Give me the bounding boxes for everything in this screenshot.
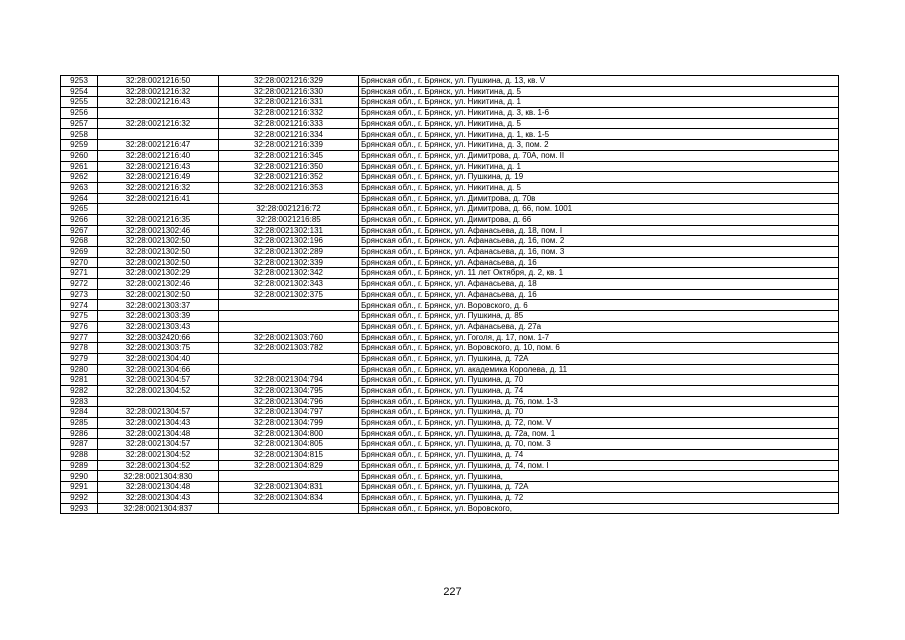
address-cell: Брянская обл., г. Брянск, ул. Никитина, д. 5	[359, 86, 839, 97]
table-row	[61, 492, 839, 503]
row-number-cell: 9281	[61, 375, 98, 386]
parcel-number-cell: 32:28:0032420:66	[98, 332, 219, 343]
table-row	[61, 247, 839, 258]
address-cell: Брянская обл., г. Брянск, ул. Никитина, д. 1	[359, 161, 839, 172]
object-number-cell: 32:28:0021216:85	[219, 214, 359, 225]
parcel-number-cell	[98, 108, 219, 119]
address-cell: Брянская обл., г. Брянск, ул. Пушкина, д. 70	[359, 375, 839, 386]
address-cell: Брянская обл., г. Брянск, ул. Никитина, д. 5	[359, 182, 839, 193]
row-number-cell: 9279	[61, 353, 98, 364]
object-number-cell: 32:28:0021304:815	[219, 450, 359, 461]
object-number-cell: 32:28:0021216:350	[219, 161, 359, 172]
table-row	[61, 300, 839, 311]
table-row	[61, 225, 839, 236]
parcel-number-cell: 32:28:0021302:50	[98, 289, 219, 300]
object-number-cell: 32:28:0021216:331	[219, 97, 359, 108]
row-number-cell: 9266	[61, 214, 98, 225]
row-number-cell: 9285	[61, 418, 98, 429]
address-cell: Брянская обл., г. Брянск, ул. Пушкина, д. 72А	[359, 482, 839, 493]
table-row	[61, 450, 839, 461]
address-cell: Брянская обл., г. Брянск, ул. Димитрова, д. 70А, пом. II	[359, 150, 839, 161]
address-cell: Брянская обл., г. Брянск, ул. Пушкина, д. 74	[359, 450, 839, 461]
address-cell: Брянская обл., г. Брянск, ул. Пушкина, д. 13, кв. V	[359, 76, 839, 87]
address-cell: Брянская обл., г. Брянск, ул. Никитина, д. 5	[359, 118, 839, 129]
row-number-cell: 9287	[61, 439, 98, 450]
table-row	[61, 375, 839, 386]
table-row	[61, 289, 839, 300]
address-cell: Брянская обл., г. Брянск, ул. Димитрова, д. 70в	[359, 193, 839, 204]
parcel-number-cell	[98, 204, 219, 215]
parcel-number-cell: 32:28:0021302:50	[98, 236, 219, 247]
address-cell: Брянская обл., г. Брянск, ул. Пушкина, д. 72, пом. V	[359, 418, 839, 429]
row-number-cell: 9265	[61, 204, 98, 215]
table-row	[61, 172, 839, 183]
row-number-cell: 9268	[61, 236, 98, 247]
table-row	[61, 321, 839, 332]
row-number-cell: 9275	[61, 311, 98, 322]
object-number-cell: 32:28:0021304:805	[219, 439, 359, 450]
table-row	[61, 418, 839, 429]
parcel-number-cell: 32:28:0021216:32	[98, 182, 219, 193]
row-number-cell: 9276	[61, 321, 98, 332]
address-cell: Брянская обл., г. Брянск, ул. Пушкина, д. 85	[359, 311, 839, 322]
address-cell: Брянская обл., г. Брянск, ул. Пушкина, д. 70	[359, 407, 839, 418]
table-row	[61, 161, 839, 172]
object-number-cell: 32:28:0021304:796	[219, 396, 359, 407]
address-cell: Брянская обл., г. Брянск, ул. Димитрова, д. 66, пом. 1001	[359, 204, 839, 215]
parcel-number-cell: 32:28:0021304:48	[98, 428, 219, 439]
table-row	[61, 364, 839, 375]
parcel-number-cell: 32:28:0021302:50	[98, 247, 219, 258]
row-number-cell: 9269	[61, 247, 98, 258]
object-number-cell: 32:28:0021216:333	[219, 118, 359, 129]
parcel-number-cell: 32:28:0021216:32	[98, 86, 219, 97]
parcel-number-cell: 32:28:0021216:40	[98, 150, 219, 161]
address-cell: Брянская обл., г. Брянск, ул. Афанасьева, д. 18, пом. I	[359, 225, 839, 236]
object-number-cell: 32:28:0021302:196	[219, 236, 359, 247]
parcel-number-cell: 32:28:0021304:57	[98, 439, 219, 450]
address-cell: Брянская обл., г. Брянск, ул. Афанасьева, д. 18	[359, 279, 839, 290]
address-cell: Брянская обл., г. Брянск, ул. Афанасьева, д. 16	[359, 289, 839, 300]
row-number-cell: 9271	[61, 268, 98, 279]
address-cell: Брянская обл., г. Брянск, ул. Пушкина, д. 72А	[359, 353, 839, 364]
registry-table	[60, 75, 839, 514]
address-cell: Брянская обл., г. Брянск, ул. Никитина, д. 3, пом. 2	[359, 140, 839, 151]
object-number-cell: 32:28:0021304:794	[219, 375, 359, 386]
parcel-number-cell: 32:28:0021216:47	[98, 140, 219, 151]
parcel-number-cell: 32:28:0021302:29	[98, 268, 219, 279]
parcel-number-cell: 32:28:0021302:46	[98, 279, 219, 290]
object-number-cell: 32:28:0021216:332	[219, 108, 359, 119]
row-number-cell: 9274	[61, 300, 98, 311]
parcel-number-cell: 32:28:0021304:48	[98, 482, 219, 493]
parcel-number-cell: 32:28:0021304:43	[98, 492, 219, 503]
row-number-cell: 9289	[61, 460, 98, 471]
table-row	[61, 343, 839, 354]
registry-table-body	[61, 76, 839, 514]
row-number-cell: 9257	[61, 118, 98, 129]
parcel-number-cell: 32:28:0021303:75	[98, 343, 219, 354]
table-row	[61, 385, 839, 396]
row-number-cell: 9278	[61, 343, 98, 354]
table-row	[61, 353, 839, 364]
address-cell: Брянская обл., г. Брянск, ул. Никитина, д. 3, кв. 1-6	[359, 108, 839, 119]
table-row	[61, 129, 839, 140]
address-cell: Брянская обл., г. Брянск, ул. Гоголя, д. 17, пом. 1-7	[359, 332, 839, 343]
row-number-cell: 9254	[61, 86, 98, 97]
row-number-cell: 9284	[61, 407, 98, 418]
parcel-number-cell: 32:28:0021302:50	[98, 257, 219, 268]
object-number-cell: 32:28:0021304:831	[219, 482, 359, 493]
table-row	[61, 311, 839, 322]
object-number-cell: 32:28:0021302:375	[219, 289, 359, 300]
parcel-number-cell	[98, 129, 219, 140]
row-number-cell: 9293	[61, 503, 98, 514]
table-row	[61, 396, 839, 407]
object-number-cell: 32:28:0021302:131	[219, 225, 359, 236]
object-number-cell	[219, 321, 359, 332]
address-cell: Брянская обл., г. Брянск, ул. Никитина, д. 1	[359, 97, 839, 108]
object-number-cell: 32:28:0021303:782	[219, 343, 359, 354]
row-number-cell: 9267	[61, 225, 98, 236]
address-cell: Брянская обл., г. Брянск, ул. Воровского,	[359, 503, 839, 514]
row-number-cell: 9256	[61, 108, 98, 119]
row-number-cell: 9258	[61, 129, 98, 140]
object-number-cell: 32:28:0021304:829	[219, 460, 359, 471]
object-number-cell	[219, 353, 359, 364]
row-number-cell: 9277	[61, 332, 98, 343]
parcel-number-cell: 32:28:0021216:50	[98, 76, 219, 87]
parcel-number-cell: 32:28:0021216:35	[98, 214, 219, 225]
address-cell: Брянская обл., г. Брянск, ул. Воровского, д. 10, пом. 6	[359, 343, 839, 354]
object-number-cell	[219, 471, 359, 482]
object-number-cell: 32:28:0021216:330	[219, 86, 359, 97]
object-number-cell: 32:28:0021302:343	[219, 279, 359, 290]
row-number-cell: 9270	[61, 257, 98, 268]
parcel-number-cell: 32:28:0021304:52	[98, 450, 219, 461]
row-number-cell: 9280	[61, 364, 98, 375]
row-number-cell: 9291	[61, 482, 98, 493]
object-number-cell: 32:28:0021216:334	[219, 129, 359, 140]
parcel-number-cell: 32:28:0021216:43	[98, 97, 219, 108]
parcel-number-cell: 32:28:0021216:41	[98, 193, 219, 204]
parcel-number-cell: 32:28:0021304:52	[98, 460, 219, 471]
object-number-cell	[219, 300, 359, 311]
table-row	[61, 268, 839, 279]
object-number-cell: 32:28:0021216:329	[219, 76, 359, 87]
table-row	[61, 439, 839, 450]
parcel-number-cell: 32:28:0021302:46	[98, 225, 219, 236]
object-number-cell: 32:28:0021304:800	[219, 428, 359, 439]
address-cell: Брянская обл., г. Брянск, ул. Пушкина, д. 74, пом. I	[359, 460, 839, 471]
address-cell: Брянская обл., г. Брянск, ул. Пушкина, д. 72	[359, 492, 839, 503]
table-row	[61, 460, 839, 471]
row-number-cell: 9262	[61, 172, 98, 183]
address-cell: Брянская обл., г. Брянск, ул. Никитина, д. 1, кв. 1-5	[359, 129, 839, 140]
row-number-cell: 9261	[61, 161, 98, 172]
address-cell: Брянская обл., г. Брянск, ул. Афанасьева, д. 16	[359, 257, 839, 268]
object-number-cell: 32:28:0021302:289	[219, 247, 359, 258]
row-number-cell: 9292	[61, 492, 98, 503]
table-row	[61, 279, 839, 290]
table-row	[61, 108, 839, 119]
table-row	[61, 482, 839, 493]
page-number: 227	[443, 586, 462, 598]
table-row	[61, 150, 839, 161]
parcel-number-cell: 32:28:0021304:40	[98, 353, 219, 364]
object-number-cell: 32:28:0021216:352	[219, 172, 359, 183]
table-row	[61, 471, 839, 482]
table-row	[61, 182, 839, 193]
parcel-number-cell: 32:28:0021303:43	[98, 321, 219, 332]
object-number-cell: 32:28:0021216:345	[219, 150, 359, 161]
parcel-number-cell: 32:28:0021304:57	[98, 375, 219, 386]
object-number-cell: 32:28:0021304:799	[219, 418, 359, 429]
row-number-cell: 9255	[61, 97, 98, 108]
address-cell: Брянская обл., г. Брянск, ул. Воровского, д. 6	[359, 300, 839, 311]
object-number-cell	[219, 503, 359, 514]
parcel-number-cell: 32:28:0021304:57	[98, 407, 219, 418]
address-cell: Брянская обл., г. Брянск, ул. Пушкина, д. 19	[359, 172, 839, 183]
object-number-cell: 32:28:0021303:760	[219, 332, 359, 343]
row-number-cell: 9282	[61, 385, 98, 396]
parcel-number-cell: 32:28:0021216:32	[98, 118, 219, 129]
row-number-cell: 9273	[61, 289, 98, 300]
row-number-cell: 9253	[61, 76, 98, 87]
table-row	[61, 86, 839, 97]
row-number-cell: 9264	[61, 193, 98, 204]
table-row	[61, 76, 839, 87]
row-number-cell: 9259	[61, 140, 98, 151]
parcel-number-cell: 32:28:0021303:37	[98, 300, 219, 311]
address-cell: Брянская обл., г. Брянск, ул. Афанасьева, д. 16, пом. 2	[359, 236, 839, 247]
parcel-number-cell: 32:28:0021216:43	[98, 161, 219, 172]
object-number-cell: 32:28:0021216:339	[219, 140, 359, 151]
object-number-cell	[219, 364, 359, 375]
table-row	[61, 140, 839, 151]
table-row	[61, 503, 839, 514]
object-number-cell	[219, 311, 359, 322]
table-row	[61, 332, 839, 343]
parcel-number-cell: 32:28:0021304:837	[98, 503, 219, 514]
parcel-number-cell: 32:28:0021216:49	[98, 172, 219, 183]
row-number-cell: 9272	[61, 279, 98, 290]
address-cell: Брянская обл., г. Брянск, ул. Пушкина, д. 74	[359, 385, 839, 396]
table-row	[61, 257, 839, 268]
row-number-cell: 9263	[61, 182, 98, 193]
table-row	[61, 428, 839, 439]
table-row	[61, 407, 839, 418]
table-row	[61, 97, 839, 108]
object-number-cell: 32:28:0021302:342	[219, 268, 359, 279]
address-cell: Брянская обл., г. Брянск, ул. Афанасьева, д. 16, пом. 3	[359, 247, 839, 258]
object-number-cell	[219, 193, 359, 204]
address-cell: Брянская обл., г. Брянск, ул. 11 лет Октября, д. 2, кв. 1	[359, 268, 839, 279]
row-number-cell: 9260	[61, 150, 98, 161]
object-number-cell: 32:28:0021304:834	[219, 492, 359, 503]
parcel-number-cell: 32:28:0021304:66	[98, 364, 219, 375]
object-number-cell: 32:28:0021304:797	[219, 407, 359, 418]
parcel-number-cell: 32:28:0021303:39	[98, 311, 219, 322]
row-number-cell: 9286	[61, 428, 98, 439]
table-row	[61, 214, 839, 225]
object-number-cell: 32:28:0021216:72	[219, 204, 359, 215]
object-number-cell: 32:28:0021304:795	[219, 385, 359, 396]
address-cell: Брянская обл., г. Брянск, ул. академика Королева, д. 11	[359, 364, 839, 375]
parcel-number-cell: 32:28:0021304:830	[98, 471, 219, 482]
table-row	[61, 236, 839, 247]
table-row	[61, 118, 839, 129]
object-number-cell: 32:28:0021302:339	[219, 257, 359, 268]
address-cell: Брянская обл., г. Брянск, ул. Пушкина, д. 70, пом. 3	[359, 439, 839, 450]
object-number-cell: 32:28:0021216:353	[219, 182, 359, 193]
address-cell: Брянская обл., г. Брянск, ул. Пушкина, д. 72а, пом. 1	[359, 428, 839, 439]
table-row	[61, 204, 839, 215]
row-number-cell: 9283	[61, 396, 98, 407]
parcel-number-cell: 32:28:0021304:43	[98, 418, 219, 429]
row-number-cell: 9290	[61, 471, 98, 482]
address-cell: Брянская обл., г. Брянск, ул. Димитрова, д. 66	[359, 214, 839, 225]
parcel-number-cell: 32:28:0021304:52	[98, 385, 219, 396]
address-cell: Брянская обл., г. Брянск, ул. Афанасьева, д. 27а	[359, 321, 839, 332]
parcel-number-cell	[98, 396, 219, 407]
table-row	[61, 193, 839, 204]
address-cell: Брянская обл., г. Брянск, ул. Пушкина, д. 76, пом. 1-3	[359, 396, 839, 407]
address-cell: Брянская обл., г. Брянск, ул. Пушкина,	[359, 471, 839, 482]
row-number-cell: 9288	[61, 450, 98, 461]
